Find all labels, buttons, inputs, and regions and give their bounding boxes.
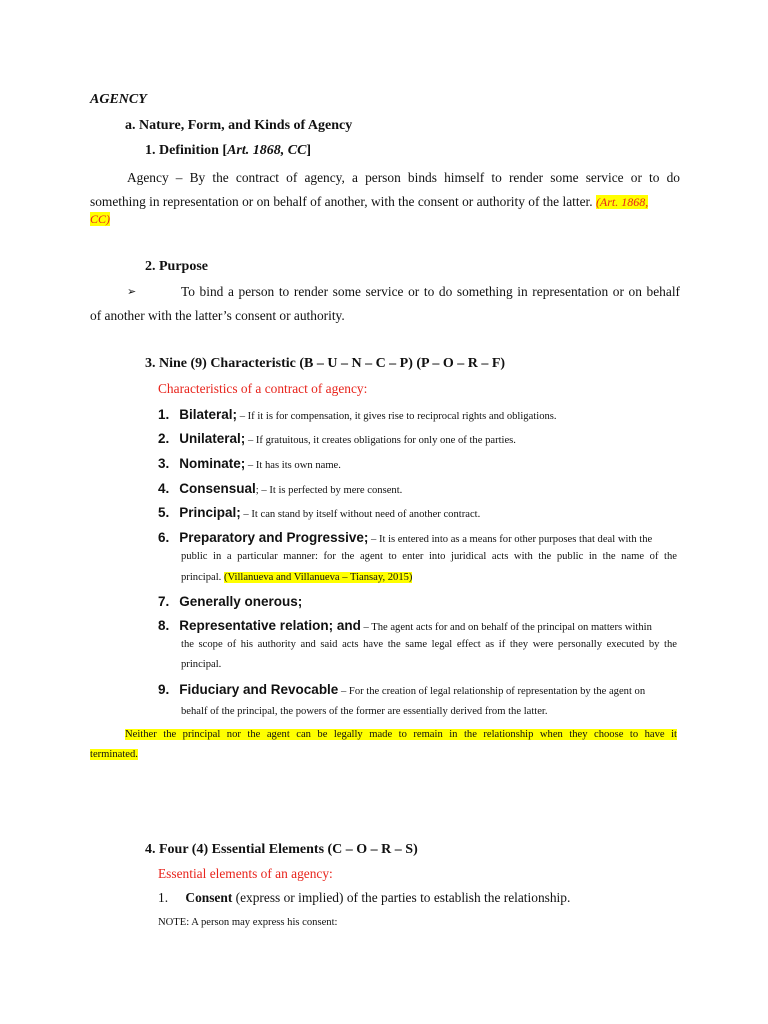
bullet-arrow-icon: ➢ <box>127 286 137 298</box>
item-number: 4. <box>158 481 170 496</box>
definition-heading-cite: Art. 1868, CC <box>227 143 307 158</box>
elements-subheading: Essential elements of an agency: <box>158 866 333 881</box>
item-desc: – If gratuitous, it creates obligations for only one of the parties. <box>245 435 516 446</box>
item-6-citation: (Villanueva and Villanueva – Tiansay, 2015) <box>223 572 413 583</box>
highlight-note-text-1: Neither the principal nor the agent can be legally made to remain in the relationship when they choose to have it <box>125 729 677 740</box>
elements-heading: 4. Four (4) Essential Elements (C – O – R – S) <box>145 842 418 857</box>
item-9-line-2: behalf of the principal, the powers of the former are essentially derived from the latter. <box>181 706 548 717</box>
item-label: Fiduciary and Revocable <box>179 682 339 697</box>
definition-text: something in representation or on behalf of another, with the consent or authority of the latter. <box>90 194 596 209</box>
item-desc: ; – It is perfected by mere consent. <box>255 485 403 496</box>
item-6-line-2: public in a particular manner: for the agent to enter into juridical acts with the public in the name of the <box>181 551 677 562</box>
purpose-heading: 2. Purpose <box>145 259 208 274</box>
list-item <box>158 504 480 522</box>
item-desc: – It is entered into as a means for other purposes that deal with the <box>368 534 653 545</box>
section-a-heading: a. Nature, Form, and Kinds of Agency <box>125 118 353 133</box>
item-desc: – It can stand by itself without need of another contract. <box>240 509 481 520</box>
item-number: 2. <box>158 431 170 446</box>
item-number: 5. <box>158 505 170 520</box>
highlight-note-line-2 <box>90 749 138 760</box>
item-desc: – If it is for compensation, it gives rise to reciprocal rights and obligations. <box>237 411 557 422</box>
list-item <box>158 593 302 611</box>
item-label: Principal; <box>179 505 241 520</box>
definition-line-1: Agency – By the contract of agency, a person binds himself to render some service or to do <box>127 170 680 185</box>
item-number: 3. <box>158 456 170 471</box>
list-item <box>158 890 570 906</box>
item-desc: – For the creation of legal relationship of representation by the agent on <box>338 686 646 697</box>
purpose-line-2: of another with the latter’s consent or authority. <box>90 308 345 323</box>
item-label: Nominate; <box>179 456 246 471</box>
item-number: 8. <box>158 618 170 633</box>
item-label: Representative relation; and <box>179 618 361 633</box>
item-desc: (express or implied) of the parties to establish the relationship. <box>232 890 571 905</box>
item-8-line-2: the scope of his authority and said acts have the same legal effect as if they were personally executed by the <box>181 639 677 650</box>
highlight-note-line-1 <box>125 729 677 740</box>
item-number: 1. <box>158 407 170 422</box>
item-8-line-3: principal. <box>181 659 222 670</box>
item-number: 1. <box>158 890 169 905</box>
list-item <box>158 681 645 699</box>
characteristics-heading: 3. Nine (9) Characteristic (B – U – N – C – P) (P – O – R – F) <box>145 356 506 371</box>
definition-line-2 <box>90 190 680 214</box>
list-item <box>158 529 652 547</box>
definition-heading <box>145 143 311 159</box>
item-number: 9. <box>158 682 170 697</box>
note-line: NOTE: A person may express his consent: <box>158 917 338 928</box>
characteristics-subheading: Characteristics of a contract of agency: <box>158 381 368 396</box>
list-item <box>158 455 341 473</box>
definition-citation-2: CC) <box>90 212 111 226</box>
highlight-note-text-2: terminated. <box>90 749 138 760</box>
definition-heading-post: ] <box>306 143 312 158</box>
definition-citation-cont <box>90 212 110 227</box>
item-6-text: principal. <box>181 572 224 583</box>
item-label: Consent <box>185 890 233 905</box>
list-item <box>158 617 652 635</box>
item-6-line-3 <box>181 572 412 583</box>
item-label: Bilateral; <box>179 407 238 422</box>
list-item <box>158 430 516 448</box>
item-number: 6. <box>158 530 170 545</box>
definition-heading-pre: 1. Definition [ <box>145 143 228 158</box>
item-desc: – The agent acts for and on behalf of the principal on matters within <box>360 622 652 633</box>
item-label: Consensual <box>179 481 256 496</box>
page-title: AGENCY <box>90 92 147 107</box>
list-item <box>158 480 402 498</box>
item-label: Generally onerous; <box>179 594 303 609</box>
list-item <box>158 406 557 424</box>
item-number: 7. <box>158 594 170 609</box>
item-label: Unilateral; <box>179 431 246 446</box>
item-desc: – It has its own name. <box>245 460 341 471</box>
definition-citation: (Art. 1868, <box>595 195 649 209</box>
purpose-line-1: To bind a person to render some service or to do something in representation or on behalf <box>181 284 680 299</box>
item-label: Preparatory and Progressive; <box>179 530 369 545</box>
